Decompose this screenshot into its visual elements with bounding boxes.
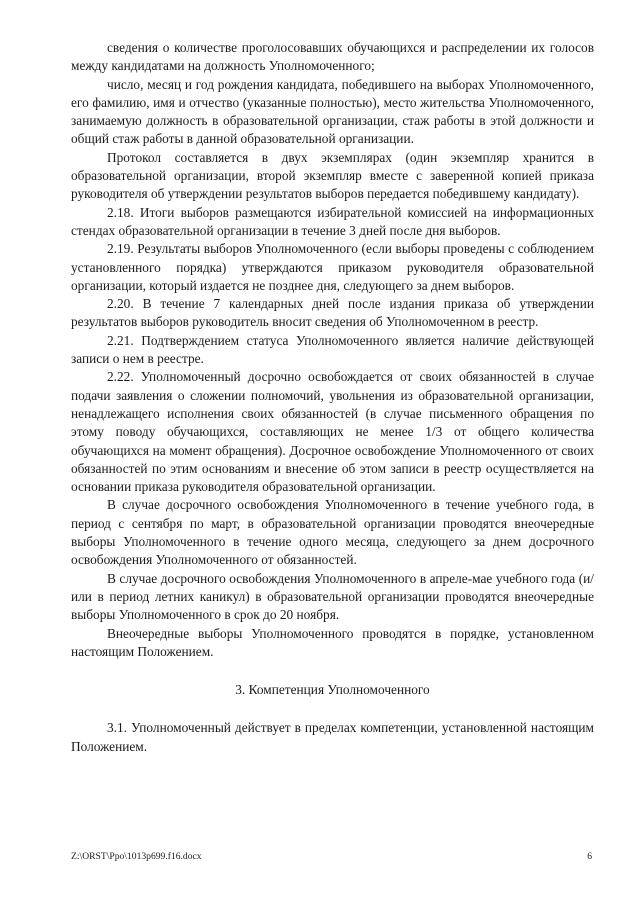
- paragraph-vote-info: сведения о количестве проголосовавших обучающихся и распределении их голосов между кандидатами на должность Уполномоченного;: [71, 40, 594, 74]
- paragraph-early-release-april-may: В случае досрочного освобождения Уполномоченного в апреле-мае учебного года (и/или в период летних каникул) в образовательной организации проводятся внеочередные выборы Уполномоченного в срок до 20 ноября.: [71, 570, 594, 623]
- paragraph-early-release-school-year: В случае досрочного освобождения Уполномоченного в течение учебного года, в период с сентября по март, в образовательной организации проводятся внеочередные выборы Уполномоченного в течение одного месяца, следующего за днем досрочного освобождения Уполномоченного от обязанностей.: [71, 497, 594, 568]
- paragraph-2-18: 2.18. Итоги выборов размещаются избирательной комиссией на информационных стендах образовательной организации в течение 3 дней после дня выборов.: [71, 204, 594, 238]
- paragraph-extraordinary-elections: Внеочередные выборы Уполномоченного проводятся в порядке, установленном настоящим Положением.: [71, 625, 594, 659]
- paragraph-protocol: Протокол составляется в двух экземплярах (один экземпляр хранится в образовательной организации, второй экземпляр вместе с заверенной копией приказа руководителя об утверждении результатов выборов передается победившему кандидату).: [71, 149, 594, 202]
- document-body: [71, 39, 594, 756]
- paragraph-3-1: 3.1. Уполномоченный действует в пределах компетенции, установленной настоящим Положением.: [71, 720, 594, 754]
- paragraph-candidate-info: число, месяц и год рождения кандидата, победившего на выборах Уполномоченного, его фамилию, имя и отчество (указанные полностью), место жительства Уполномоченного, занимаемую должность в образовательной организации, стаж работы в этой должности и общий стаж работы в данной образовательной организации.: [71, 76, 594, 147]
- paragraph-2-20: 2.20. В течение 7 календарных дней после издания приказа об утверждении результатов выборов руководитель вносит сведения об Уполномоченном в реестр.: [71, 296, 594, 330]
- paragraph-2-21: 2.21. Подтверждением статуса Уполномоченного является наличие действующей записи о нем в реестре.: [71, 332, 594, 367]
- section-heading: 3. Компетенция Уполномоченного: [235, 682, 430, 698]
- footer-file-path: Z:\ORST\Ppo\1013p699.f16.docx: [71, 851, 202, 862]
- paragraph-2-22: 2.22. Уполномоченный досрочно освобождается от своих обязанностей в случае подачи заявления о сложении полномочий, увольнения из образовательной организации, ненадлежащего исполнения своих обязанностей (в случае письменного обращения по этому поводу обучающихся, составляющих не менее 1/3 от общего количества обучающихся на момент обращения). Досрочное освобождение Уполномоченного от своих обязанностей по этим основаниям и внесение об этом записи в реестр осуществляется на основании приказа руководителя образовательной организации.: [71, 369, 594, 495]
- page-number: 6: [587, 851, 592, 862]
- paragraph-2-19: 2.19. Результаты выборов Уполномоченного (если выборы проведены с соблюдением установленного порядка) утверждаются приказом руководителя образовательной организации, который издается не позднее дня, следующего за днем выборов.: [71, 241, 594, 293]
